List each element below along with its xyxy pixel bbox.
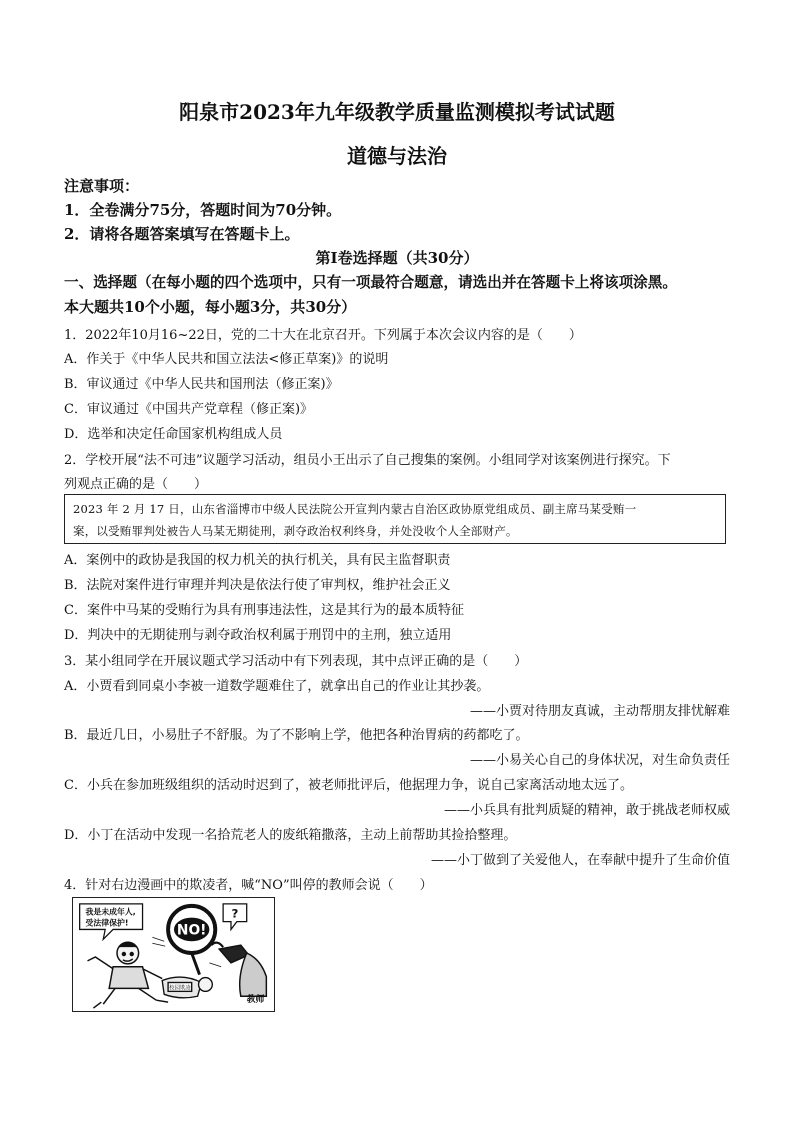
case-text: 2023 年 2 月 17 日，山东省淄博市中级人民法院公开宣判内蒙古自治区政协原党组成员、副主席马某受贿一: [73, 502, 637, 516]
option-comment: ——小丁做到了关爱他人，在奉献中提升了生命价值: [430, 853, 730, 868]
option: A．小贾看到同桌小李被一道数学题难住了，就拿出自己的作业让其抄袭。: [64, 679, 490, 694]
option: C．小兵在参加班级组织的活动时迟到了，被老师批评后，他据理力争，说自己家离活动地太远了。: [64, 778, 633, 793]
option: D．判决中的无期徒刑与剥夺政治权利属于刑罚中的主刑，独立适用: [64, 628, 452, 643]
no-sign: [168, 906, 215, 975]
bubble-text: 我是未成年人,: [85, 907, 136, 917]
option: B．最近几日，小易肚子不舒服。为了不影响上学，他把各种治胃病的药都吃了。: [64, 728, 529, 743]
bubble-text: 受法律保护!: [85, 918, 129, 928]
case-material-box: [64, 494, 726, 544]
option: A．作关于《中华人民共和国立法法<修正草案)》的说明: [64, 352, 389, 367]
speech-bubble-left: [80, 904, 143, 939]
section-instruction: 一、选择题（在每小题的四个选项中，只有一项最符合题意，请选出并在答题卡上将该项涂黑。: [64, 274, 677, 291]
case-text: 案，以受贿罪判处被告人马某无期徒刑，剥夺政治权利终身，并处没收个人全部财产。: [73, 524, 518, 538]
bully-figure: [88, 942, 169, 1008]
notice-item: 1．全卷满分75分，答题时间为70分钟。: [64, 201, 342, 219]
question-stem: 1．2022年10月16~22日，党的二十大在北京召开。下列属于本次会议内容的是（ ）: [64, 328, 582, 343]
no-sign-text: NO!: [176, 922, 207, 939]
teacher-label: 教师: [246, 995, 265, 1006]
option-comment: ——小贾对待朋友真诚，主动帮朋友排忧解难: [469, 704, 730, 719]
exam-title: 阳泉市2023年九年级教学质量监测模拟考试试题: [179, 100, 615, 124]
question-stem: 2．学校开展“法不可违”议题学习活动，组员小王出示了自己搜集的案例。小组同学对该案例进行探究。下: [64, 453, 671, 468]
small-sign-text: 校园欺凌: [169, 985, 191, 992]
option: B．审议通过《中华人民共和国刑法（修正案)》: [64, 377, 339, 392]
question-stem: 列观点正确的是（ ）: [64, 477, 208, 492]
notice-item: 2．请将各题答案填写在答题卡上。: [64, 225, 300, 243]
option: B．法院对案件进行审理并判决是依法行使了审判权，维护社会正义: [64, 578, 451, 593]
option: D．选举和决定任命国家机构组成人员: [64, 427, 283, 442]
question-stem: 3．某小组同学在开展议题式学习活动中有下列表现，其中点评正确的是（ ）: [64, 654, 528, 669]
option: C．审议通过《中国共产党章程（修正案)》: [64, 402, 314, 417]
speech-bubble-right: [223, 904, 247, 930]
bullying-cartoon: [72, 897, 275, 1012]
subject-title: 道德与法治: [347, 144, 447, 168]
option-comment: ——小兵具有批判质疑的精神，敢于挑战老师权威: [443, 803, 730, 818]
option: C．案件中马某的受贿行为具有刑事违法性，这是其行为的最本质特征: [64, 603, 464, 618]
victim-figure: [162, 977, 212, 998]
section-instruction: 本大题共10个小题，每小题3分，共30分）: [64, 298, 357, 316]
notice-heading: 注意事项：: [64, 177, 140, 195]
option: A．案例中的政协是我国的权力机关的执行机关，具有民主监督职责: [64, 553, 451, 568]
section-title: 第Ⅰ卷选择题（共30分）: [315, 249, 479, 267]
question-stem: 4．针对右边漫画中的欺凌者，喊“NO”叫停的教师会说（ ）: [64, 878, 433, 893]
option: D．小丁在活动中发现一名拾荒老人的废纸箱撒落，主动上前帮助其捡拾整理。: [64, 828, 517, 843]
teacher-figure: [211, 943, 266, 997]
option-comment: ——小易关心自己的身体状况，对生命负责任: [469, 753, 730, 768]
bubble-text: ?: [231, 906, 239, 921]
